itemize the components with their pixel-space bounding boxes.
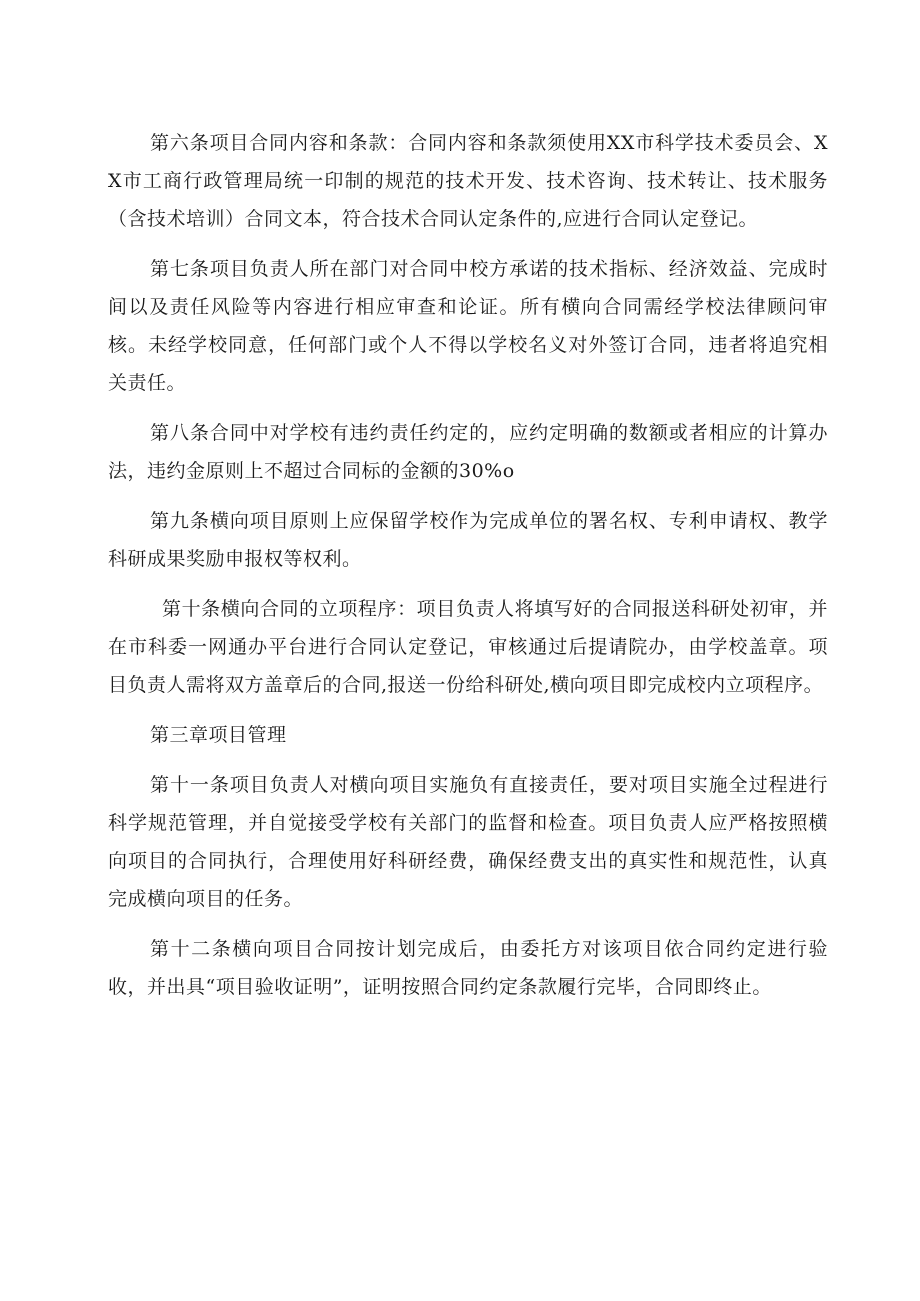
document-body: [108, 124, 828, 1018]
article-7-paragraph: 第七条项目负责人所在部门对合同中校方承诺的技术指标、经济效益、完成时间以及责任风险等内容进行相应审查和论证。所有横向合同需经学校法律顾问审核。未经学校同意，任何部门或个人不得以学校名义对外签订合同，违者将追究相关责任。: [108, 258, 828, 394]
article-6-paragraph: 第六条项目合同内容和条款：合同内容和条款须使用XX市科学技术委员会、XX市工商行政管理局统一印制的规范的技术开发、技术咨询、技术转让、技术服务（含技术培训）合同文本，符合技术合同认定条件的,应进行合同认定登记。: [108, 132, 828, 230]
article-10-paragraph: 第十条横向合同的立项程序：项目负责人将填写好的合同报送科研处初审，并在市科委一网通办平台进行合同认定登记，审核通过后提请院办，由学校盖章。项目负责人需将双方盖章后的合同,报送一份给科研处,横向项目即完成校内立项程序。: [108, 598, 828, 696]
chapter-3-heading: 第三章项目管理: [150, 724, 287, 746]
article-8-paragraph: 第八条合同中对学校有违约责任约定的，应约定明确的数额或者相应的计算办法，违约金原则上不超过合同标的金额的30%o: [108, 422, 828, 482]
article-9-paragraph: 第九条横向项目原则上应保留学校作为完成单位的署名权、专利申请权、教学科研成果奖励申报权等权利。: [108, 510, 828, 570]
article-11-paragraph: 第十一条项目负责人对横向项目实施负有直接责任，要对项目实施全过程进行科学规范管理，并自觉接受学校有关部门的监督和检查。项目负责人应严格按照横向项目的合同执行，合理使用好科研经费，确保经费支出的真实性和规范性，认真完成横向项目的任务。: [108, 774, 828, 910]
article-12-paragraph: 第十二条横向项目合同按计划完成后，由委托方对该项目依合同约定进行验收，并出具“项目验收证明”，证明按照合同约定条款履行完毕，合同即终止。: [108, 938, 828, 998]
